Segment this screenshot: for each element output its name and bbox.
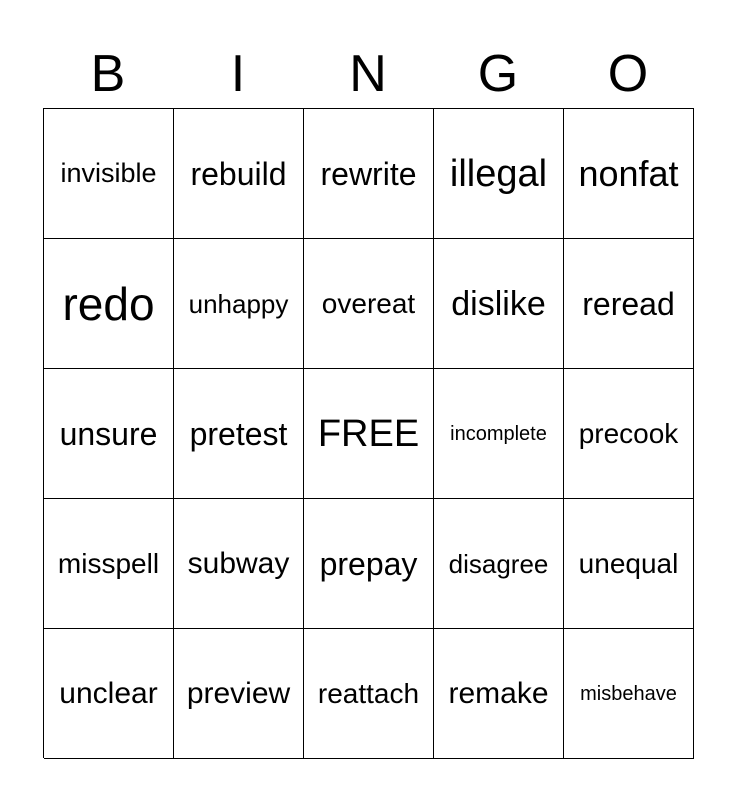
bingo-cell[interactable]: reattach <box>304 629 434 759</box>
bingo-cell[interactable]: unhappy <box>174 239 304 369</box>
bingo-cell[interactable]: incomplete <box>434 369 564 499</box>
bingo-cell[interactable]: remake <box>434 629 564 759</box>
bingo-cell[interactable]: invisible <box>44 109 174 239</box>
bingo-cell[interactable]: nonfat <box>564 109 694 239</box>
bingo-cell[interactable]: rebuild <box>174 109 304 239</box>
bingo-cell[interactable]: misspell <box>44 499 174 629</box>
bingo-card-grid <box>43 108 694 758</box>
bingo-cell[interactable]: rewrite <box>304 109 434 239</box>
bingo-cell[interactable]: reread <box>564 239 694 369</box>
header-letter-n: N <box>349 45 387 103</box>
bingo-cell[interactable]: redo <box>44 239 174 369</box>
free-space[interactable]: FREE <box>304 369 434 499</box>
header-letter-g: G <box>477 45 519 103</box>
header-letter-i: I <box>230 45 246 103</box>
bingo-cell[interactable]: pretest <box>174 369 304 499</box>
bingo-cell[interactable]: unclear <box>44 629 174 759</box>
bingo-cell[interactable]: misbehave <box>564 629 694 759</box>
bingo-cell[interactable]: dislike <box>434 239 564 369</box>
bingo-cell[interactable]: unequal <box>564 499 694 629</box>
bingo-cell[interactable]: precook <box>564 369 694 499</box>
bingo-cell[interactable]: preview <box>174 629 304 759</box>
bingo-cell[interactable]: prepay <box>304 499 434 629</box>
header-letter-b: B <box>90 45 126 103</box>
header-letter-o: O <box>607 45 649 103</box>
bingo-cell[interactable]: disagree <box>434 499 564 629</box>
bingo-cell[interactable]: illegal <box>434 109 564 239</box>
bingo-cell[interactable]: subway <box>174 499 304 629</box>
bingo-cell[interactable]: unsure <box>44 369 174 499</box>
bingo-cell[interactable]: overeat <box>304 239 434 369</box>
bingo-header <box>43 40 693 108</box>
